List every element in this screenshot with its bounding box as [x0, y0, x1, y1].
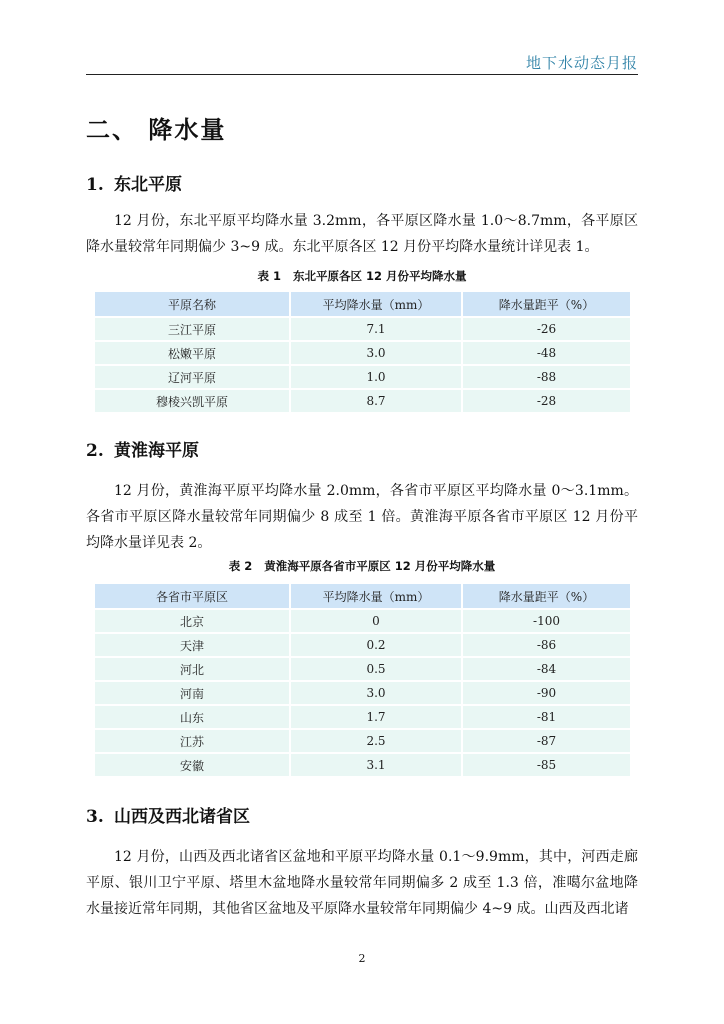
table-cell: 3.0 — [290, 341, 462, 365]
subsection-heading-3 — [86, 802, 250, 827]
subsection-number: 2. — [86, 441, 104, 461]
table-row — [95, 389, 630, 412]
header-divider — [86, 74, 638, 75]
table-cell: -88 — [462, 365, 630, 389]
table-cell: 江苏 — [95, 729, 290, 753]
table-header-row — [95, 584, 630, 609]
table-row — [95, 729, 630, 753]
table-row — [95, 681, 630, 705]
table-row — [95, 609, 630, 633]
table-2-label: 表 2 — [228, 559, 253, 573]
table-cell: -100 — [462, 609, 630, 633]
subsection-title: 山西及西北诸省区 — [114, 807, 250, 827]
table-1-label: 表 1 — [257, 269, 281, 283]
table-cell: -84 — [462, 657, 630, 681]
table-cell: 山东 — [95, 705, 290, 729]
subsection-number: 1. — [86, 175, 104, 195]
table-cell: 8.7 — [290, 389, 462, 412]
table-row — [95, 657, 630, 681]
table-cell: 2.5 — [290, 729, 462, 753]
column-header: 降水量距平（%） — [462, 292, 630, 317]
table-1-caption-text: 东北平原各区 12 月份平均降水量 — [293, 269, 467, 283]
table-1-caption — [86, 268, 638, 284]
table-cell: 穆棱兴凯平原 — [95, 389, 290, 412]
column-header: 平原名称 — [95, 292, 290, 317]
column-header: 各省市平原区 — [95, 584, 290, 609]
table-cell: 1.7 — [290, 705, 462, 729]
table-cell: 1.0 — [290, 365, 462, 389]
table-2-caption-text: 黄淮海平原各省市平原区 12 月份平均降水量 — [264, 559, 496, 573]
table-cell: 0 — [290, 609, 462, 633]
column-header: 平均降水量（mm） — [290, 292, 462, 317]
table-cell: -28 — [462, 389, 630, 412]
table-cell: -48 — [462, 341, 630, 365]
table-cell: 安徽 — [95, 753, 290, 776]
table-cell: -85 — [462, 753, 630, 776]
table-cell: 0.2 — [290, 633, 462, 657]
table-cell: 松嫩平原 — [95, 341, 290, 365]
paragraph-1: 12 月份，东北平原平均降水量 3.2mm，各平原区降水量 1.0～8.7mm，各平原区降水量较常年同期偏少 3~9 成。东北平原各区 12 月份平均降水量统计详见表 1。 — [86, 213, 638, 255]
table-cell: 3.1 — [290, 753, 462, 776]
subsection-number: 3. — [86, 807, 104, 827]
table-row — [95, 341, 630, 365]
table-cell: 河南 — [95, 681, 290, 705]
page-number: 2 — [358, 952, 366, 965]
table-cell: -26 — [462, 317, 630, 341]
table-2 — [95, 584, 630, 776]
table-cell: -81 — [462, 705, 630, 729]
subsection-title: 东北平原 — [114, 175, 182, 195]
table-2-caption — [86, 558, 638, 574]
table-cell: 北京 — [95, 609, 290, 633]
subsection-heading-1 — [86, 170, 182, 195]
subsection-heading-2 — [86, 436, 199, 461]
table-cell: 0.5 — [290, 657, 462, 681]
table-header-row — [95, 292, 630, 317]
paragraph-3: 12 月份，山西及西北诸省区盆地和平原平均降水量 0.1～9.9mm，其中，河西走廊平原、银川卫宁平原、塔里木盆地降水量较常年同期偏多 2 成至 1.3 倍，准噶尔盆地降水量接近常年同期，其他省区盆地及平原降水量较常年同期偏少 4~9 成。山西及西北诸 — [86, 849, 638, 917]
table-cell: -90 — [462, 681, 630, 705]
running-header-title: 地下水动态月报 — [525, 54, 638, 72]
table-cell: 河北 — [95, 657, 290, 681]
table-cell: 天津 — [95, 633, 290, 657]
column-header: 平均降水量（mm） — [290, 584, 462, 609]
table-cell: 三江平原 — [95, 317, 290, 341]
table-cell: 3.0 — [290, 681, 462, 705]
table-row — [95, 705, 630, 729]
paragraph-2: 12 月份，黄淮海平原平均降水量 2.0mm，各省市平原区平均降水量 0～3.1mm。各省市平原区降水量较常年同期偏少 8 成至 1 倍。黄淮海平原各省市平原区 12 月份平均降水量详见表 2。 — [86, 483, 638, 551]
table-row — [95, 317, 630, 341]
section-title: 二、 降水量 — [86, 116, 227, 144]
table-row — [95, 633, 630, 657]
table-1 — [95, 292, 630, 412]
table-cell: 辽河平原 — [95, 365, 290, 389]
table-row — [95, 365, 630, 389]
table-cell: -86 — [462, 633, 630, 657]
table-cell: 7.1 — [290, 317, 462, 341]
column-header: 降水量距平（%） — [462, 584, 630, 609]
subsection-title: 黄淮海平原 — [114, 441, 199, 461]
table-cell: -87 — [462, 729, 630, 753]
table-row — [95, 753, 630, 776]
